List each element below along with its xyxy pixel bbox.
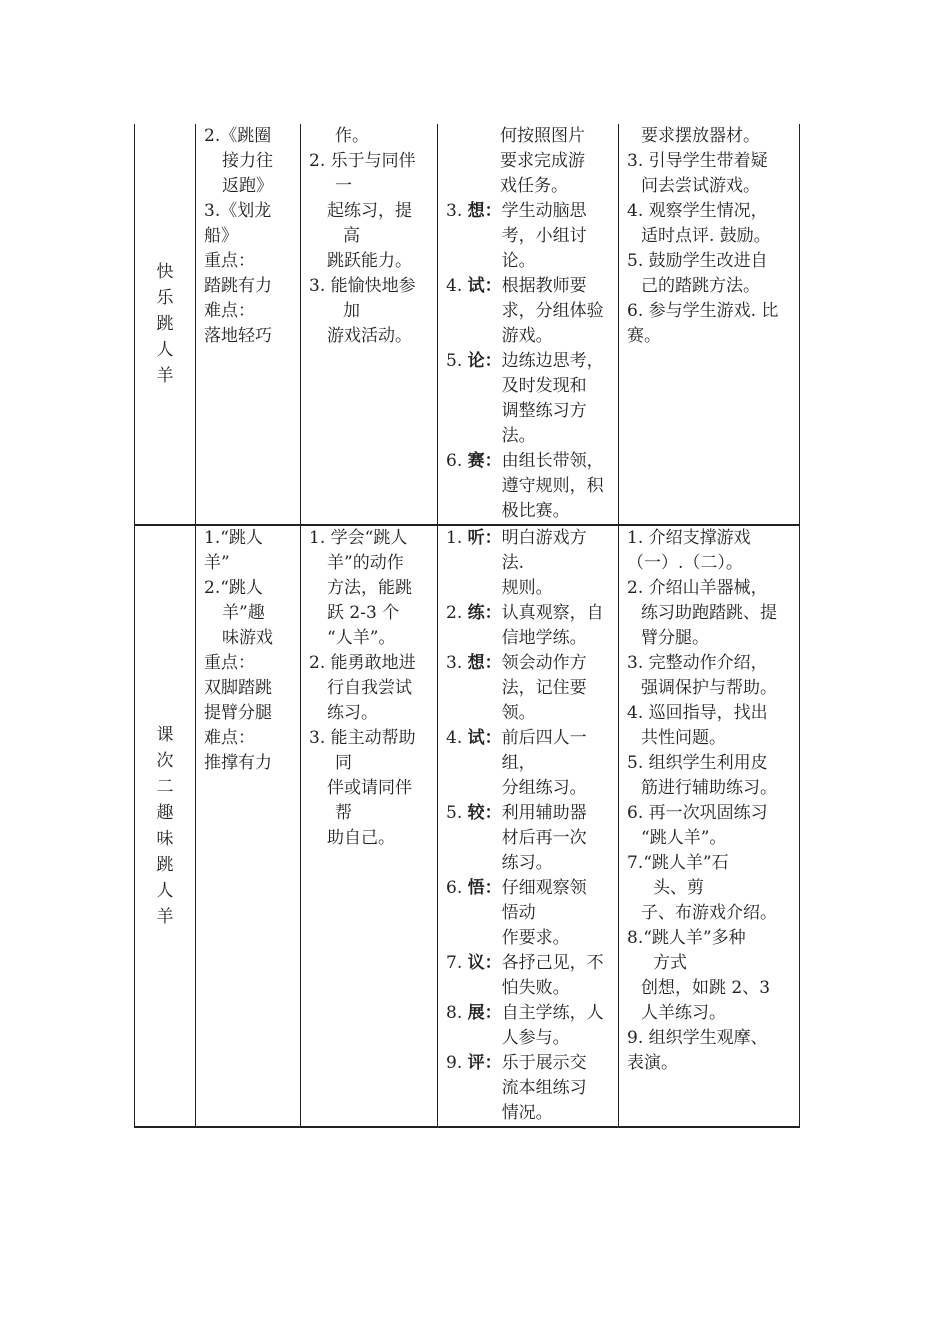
list-item <box>446 801 614 876</box>
content-line: 难点： <box>204 301 255 321</box>
list-item <box>446 951 614 1001</box>
content-line: 提臂分腿 <box>204 703 272 723</box>
goal-line: 跳跃能力。 <box>327 251 412 271</box>
step-keyword: 练： <box>467 603 502 623</box>
goal-line: 行自我尝试 <box>327 678 412 698</box>
content-line: 2.《跳圈 <box>204 126 272 146</box>
goal-line: 游戏活动。 <box>327 326 412 346</box>
student-line: 法。 <box>501 426 536 446</box>
goals-cell <box>301 525 438 1127</box>
goal-line: 3. 能愉快地参 <box>309 276 416 296</box>
teacher-line: 适时点评. 鼓励。 <box>641 226 771 246</box>
step-number: 3. <box>446 201 468 221</box>
teacher-line: 2. 介绍山羊器械， <box>627 578 768 598</box>
table-row <box>135 124 800 525</box>
goal-line: 伴或请同伴 <box>327 778 412 798</box>
step-keyword: 想： <box>467 201 502 221</box>
student-line: 遵守规则，积 <box>501 476 604 496</box>
teacher-line: 强调保护与帮助。 <box>641 678 777 698</box>
step-keyword: 悟： <box>467 878 502 898</box>
goal-line: 起练习，提 <box>327 201 412 221</box>
student-line: 悟动 <box>501 903 536 923</box>
teacher-line: 7.“跳人羊”石 <box>627 853 729 873</box>
lesson-plan-table <box>134 124 800 1128</box>
student-line: 分组练习。 <box>501 778 587 798</box>
list-item <box>446 1051 614 1126</box>
student-line: 游戏。 <box>501 326 553 346</box>
list-item <box>446 274 614 349</box>
content-line: 落地轻巧 <box>204 326 272 346</box>
student-line: 求，分组体验 <box>501 301 604 321</box>
content-line: 重点： <box>204 653 255 673</box>
student-line: 由组长带领， <box>501 451 604 471</box>
student-line: 领会动作方 <box>501 653 587 673</box>
teacher-line: 练习助跑踏跳、提 <box>641 603 777 623</box>
student-activity-cell <box>438 525 619 1127</box>
student-line: 流本组练习 <box>501 1078 587 1098</box>
goal-line: 一 <box>335 176 352 196</box>
teacher-line: 头、剪 <box>653 878 704 898</box>
teacher-line: （一）.（二）。 <box>627 553 743 573</box>
student-line: 人参与。 <box>501 1028 570 1048</box>
step-number: 7. <box>446 953 468 973</box>
teacher-line: 要求摆放器材。 <box>641 126 760 146</box>
student-line: 材后再一次 <box>501 828 587 848</box>
content-line: 双脚踏跳 <box>204 678 272 698</box>
step-keyword: 赛： <box>467 451 502 471</box>
step-number: 4. <box>446 276 468 296</box>
student-line: 仔细观察领 <box>501 878 587 898</box>
content-line: 返跑》 <box>222 176 273 196</box>
teacher-line: “跳人羊”。 <box>641 828 727 848</box>
student-line: 作要求。 <box>501 928 570 948</box>
goal-line: 1. 学会“跳人 <box>309 528 408 548</box>
student-line: 认真观察，自 <box>501 603 604 623</box>
teacher-line: 赛。 <box>627 326 661 346</box>
teacher-line: 3. 完整动作介绍， <box>627 653 768 673</box>
student-line: 根据教师要 <box>501 276 587 296</box>
content-cell <box>196 525 301 1127</box>
goal-line: 加 <box>343 301 360 321</box>
teacher-line: 1. 介绍支撑游戏 <box>627 528 751 548</box>
teacher-activity-cell <box>619 124 800 525</box>
teacher-line: 5. 鼓励学生改进自 <box>627 251 768 271</box>
list-item <box>446 726 614 801</box>
student-line: 情况。 <box>501 1103 553 1123</box>
step-keyword: 试： <box>467 276 502 296</box>
step-keyword: 较： <box>467 803 502 823</box>
step-number: 5. <box>446 351 468 371</box>
goal-line: 羊”的动作 <box>327 553 404 573</box>
teacher-line: 4. 巡回指导，找出 <box>627 703 768 723</box>
content-line: 推撑有力 <box>204 753 272 773</box>
student-line: 法. <box>501 553 525 573</box>
content-cell <box>196 124 301 525</box>
lesson-title-cell <box>135 124 196 525</box>
teacher-line: 创想，如跳 2、3 <box>641 978 771 998</box>
student-line: 规则。 <box>501 578 553 598</box>
content-line: 接力往 <box>222 151 273 171</box>
student-line: 明白游戏方 <box>501 528 587 548</box>
student-line: 各抒己见，不 <box>501 953 604 973</box>
step-number: 9. <box>446 1053 468 1073</box>
step-keyword: 议： <box>467 953 502 973</box>
student-line: 及时发现和 <box>501 376 587 396</box>
content-line: 羊”趣 <box>222 603 265 623</box>
student-line: 信地学练。 <box>501 628 587 648</box>
goal-line: 助自己。 <box>327 828 395 848</box>
student-line: 法，记住要 <box>501 678 587 698</box>
teacher-line: 筋进行辅助练习。 <box>641 778 777 798</box>
goal-line: 跃 2-3 个 <box>327 603 400 623</box>
step-number: 6. <box>446 878 468 898</box>
step-number: 4. <box>446 728 468 748</box>
content-line: 味游戏 <box>222 628 273 648</box>
student-line: 论。 <box>501 251 536 271</box>
student-line: 何按照图片 <box>500 126 585 146</box>
teacher-line: 5. 组织学生利用皮 <box>627 753 768 773</box>
student-activity-cell <box>438 124 619 525</box>
step-keyword: 论： <box>467 351 502 371</box>
step-keyword: 试： <box>467 728 502 748</box>
step-keyword: 展： <box>467 1003 502 1023</box>
content-line: 重点： <box>204 251 255 271</box>
student-line: 自主学练，人 <box>501 1003 604 1023</box>
teacher-line: 6. 参与学生游戏. 比 <box>627 301 779 321</box>
list-item <box>446 124 614 199</box>
student-line: 怕失败。 <box>501 978 570 998</box>
teacher-line: 臂分腿。 <box>641 628 709 648</box>
student-line: 调整练习方 <box>501 401 587 421</box>
lesson-title-cell <box>135 525 196 1127</box>
content-line: 3.《划龙 <box>204 201 272 221</box>
goal-line: 2. 乐于与同伴 <box>309 151 416 171</box>
student-line: 利用辅助器 <box>501 803 587 823</box>
list-item <box>446 1001 614 1051</box>
goal-line: 同 <box>335 753 352 773</box>
step-number: 2. <box>446 603 468 623</box>
step-number: 5. <box>446 803 468 823</box>
student-line: 领。 <box>501 703 536 723</box>
student-line: 练习。 <box>501 853 553 873</box>
list-item <box>446 651 614 726</box>
student-line: 前后四人一 <box>501 728 587 748</box>
teacher-line: 子、布游戏介绍。 <box>641 903 777 923</box>
list-item <box>446 876 614 951</box>
teacher-line: 人羊练习。 <box>641 1003 726 1023</box>
teacher-line: 表演。 <box>627 1053 678 1073</box>
goal-line: 高 <box>343 226 360 246</box>
list-item <box>446 449 614 524</box>
content-line: 羊” <box>204 553 230 573</box>
content-line: 踏跳有力 <box>204 276 272 296</box>
teacher-line: 8.“跳人羊”多种 <box>627 928 746 948</box>
goals-cell <box>301 124 438 525</box>
goal-line: 练习。 <box>327 703 378 723</box>
table-row <box>135 525 800 1127</box>
student-line: 要求完成游 <box>500 151 585 171</box>
teacher-line: 问去尝试游戏。 <box>641 176 760 196</box>
content-line: 1.“跳人 <box>204 528 263 548</box>
goal-line: 作。 <box>335 126 369 146</box>
list-item <box>446 526 614 601</box>
content-line: 难点： <box>204 728 255 748</box>
teacher-line: 9. 组织学生观摩、 <box>627 1028 768 1048</box>
student-line: 考，小组讨 <box>501 226 587 246</box>
lesson-title: 课次二趣味跳人羊 <box>156 725 174 927</box>
step-number: 1. <box>446 528 468 548</box>
step-keyword: 想： <box>467 653 502 673</box>
goal-line: 方法，能跳 <box>327 578 412 598</box>
student-line: 极比赛。 <box>501 501 570 521</box>
goal-line: 帮 <box>335 803 352 823</box>
goal-line: “人羊”。 <box>327 628 396 648</box>
student-line: 戏任务。 <box>500 176 568 196</box>
teacher-line: 共性问题。 <box>641 728 726 748</box>
teacher-line: 己的踏跳方法。 <box>641 276 760 296</box>
step-keyword: 评： <box>467 1053 502 1073</box>
step-number: 3. <box>446 653 468 673</box>
list-item <box>446 349 614 449</box>
goal-line: 2. 能勇敢地进 <box>309 653 416 673</box>
student-line: 组， <box>501 753 536 773</box>
list-item <box>446 199 614 274</box>
teacher-line: 方式 <box>653 953 687 973</box>
list-item <box>446 601 614 651</box>
teacher-activity-cell <box>619 525 800 1127</box>
goal-line: 3. 能主动帮助 <box>309 728 416 748</box>
student-line: 学生动脑思 <box>501 201 587 221</box>
teacher-line: 4. 观察学生情况， <box>627 201 768 221</box>
content-line: 2.“跳人 <box>204 578 263 598</box>
lesson-title: 快乐跳人羊 <box>156 262 174 386</box>
content-line: 船》 <box>204 226 238 246</box>
step-number: 8. <box>446 1003 468 1023</box>
step-keyword: 听： <box>467 528 502 548</box>
teacher-line: 3. 引导学生带着疑 <box>627 151 768 171</box>
teacher-line: 6. 再一次巩固练习 <box>627 803 768 823</box>
student-line: 边练边思考， <box>501 351 604 371</box>
student-line: 乐于展示交 <box>501 1053 587 1073</box>
step-number: 6. <box>446 451 468 471</box>
